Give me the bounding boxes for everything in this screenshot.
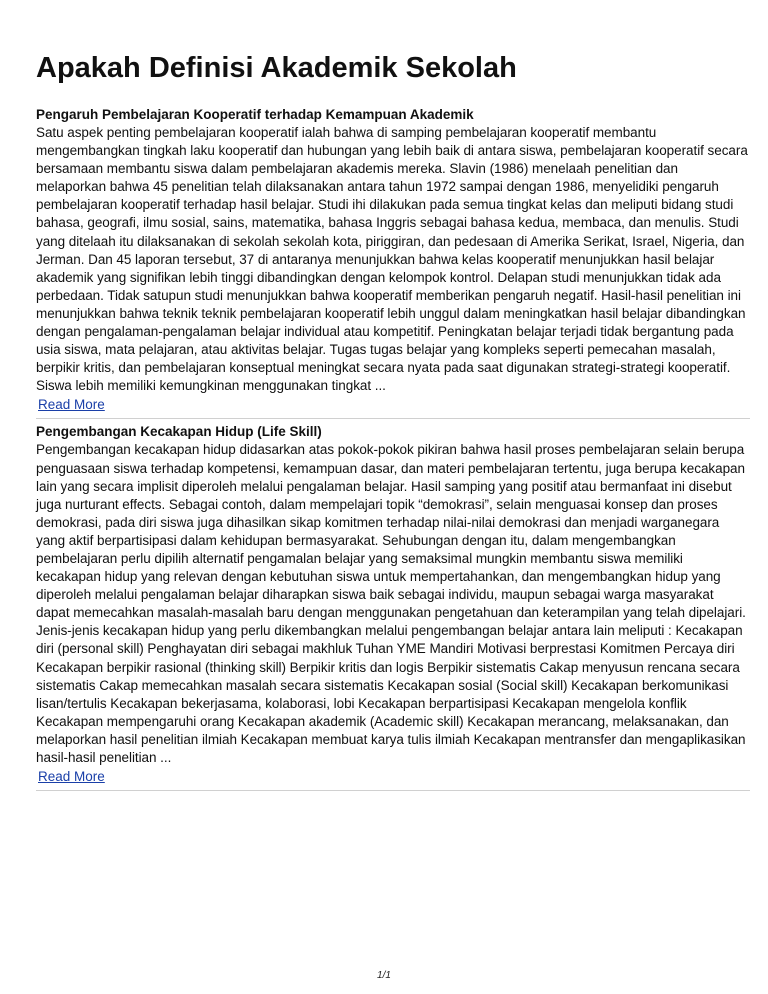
read-more-link[interactable]: Read More	[38, 397, 105, 413]
page-number: 1/1	[377, 970, 391, 981]
article-title: Pengaruh Pembelajaran Kooperatif terhadap Kemampuan Akademik	[36, 107, 474, 122]
page-title: Apakah Definisi Akademik Sekolah	[36, 52, 517, 84]
article-excerpt: Satu aspek penting pembelajaran kooperatif ialah bahwa di samping pembelajaran kooperatif membantu mengembangkan tingkah laku kooperatif dan hubungan yang lebih baik di antara siswa, pembelajaran kooperatif secara bersamaan membantu siswa dalam pembelajaran akademis mereka. Slavin (1986) menelaah penelitian dan melaporkan bahwa 45 penelitian telah dilaksanakan antara tahun 1972 sampai dengan 1986, menyelidiki pengaruh pembelajaran kooperatif terhadap hasil belajar. Studi ihi dilakukan pada semua tingkat kelas dan meliputi bidang studi bahasa, geografi, ilmu sosial, sains, matematika, bahasa Inggris sebagai bahasa kedua, membaca, dan menulis. Studi yang ditelaah itu dilaksanakan di sekolah sekolah kota, piriggiran, dan pedesaan di Amerika Serikat, Israel, Nigeria, dan Jerman. Dan 45 laporan tersebut, 37 di antaranya menunjukkan bahwa kelas kooperatif menunjukkan hasil belajar akademik yang signifikan lebih tinggi dibandingkan dengan kelompok kontrol. Delapan studi menunjukkan tidak ada perbedaan. Tidak satupun studi menunjukkan bahwa kooperatif memberikan pengaruh negatif. Hasil-hasil penelitian ini menunjukkan bahwa teknik teknik pembelajaran kooperatif lebih unggul dalam meningkatkan hasil belajar dibandingkan dengan pengalaman-pengalaman belajar individual atau kompetitif. Peningkatan belajar terjadi tidak bergantung pada usia siswa, mata pelajaran, atau aktivitas belajar. Tugas tugas belajar yang kompleks seperti pemecahan masalah, berpikir kritis, dan pembelajaran konseptual meningkat secara nyata pada saat digunakan strategi-strategi kooperatif. Siswa lebih memiliki kemungkinan menggunakan tingkat ...	[36, 125, 748, 394]
article-list	[36, 106, 750, 795]
article-title: Pengembangan Kecakapan Hidup (Life Skill)	[36, 424, 322, 440]
article-excerpt: Pengembangan kecakapan hidup didasarkan atas pokok-pokok pikiran bahwa hasil proses pembelajaran selain berupa penguasaan siswa terhadap kompetensi, kemampuan dasar, dan materi pembelajaran tertentu, juga berupa kecakapan lain yang secara implisit diperoleh melalui pengalaman belajar. Hasil samping yang positif atau bermanfaat ini disebut juga nurturant effects. Sebagai contoh, dalam mempelajari topik “demokrasi”, selain menguasai konsep dan proses demokrasi, pada diri siswa juga dihasilkan sikap komitmen terhadap nilai-nilai demokrasi dan menjadi warganegara yang aktif berpartisipasi dalam kehidupan bermasyarakat. Sehubungan dengan itu, dalam mengembangkan pembelajaran perlu dipilih alternatif pengamalan belajar yang semaksimal mungkin membantu siswa memiliki kecakapan hidup yang relevan dengan kebutuhan siswa untuk mempertahankan, dan mengembangkan hidup yang diperoleh melalui pengalaman belajar diharapkan siswa baik sebagai individu, maupun sebagai warga masyarakat dapat memecahkan masalah-masalah baru dengan menggunakan pengetahuan dan keterampilan yang telah dipelajari. Jenis-jenis kecakapan hidup yang perlu dikembangkan melalui pengembangan belajar antara lain meliputi : Kecakapan diri (personal skill) Penghayatan diri sebagai makhluk Tuhan YME Mandiri Motivasi berprestasi Komitmen Percaya diri Kecakapan berpikir rasional (thinking skill) Berpikir kritis dan logis Berpikir sistematis Cakap menyusun rencana secara sistematis Cakap memecahkan masalah secara sistematis Kecakapan sosial (Social skill) Kecakapan berkomunikasi lisan/tertulis Kecakapan bekerjasama, kolaborasi, lobi Kecakapan berpartisipasi Kecakapan mengelola konflik Kecakapan mempengaruhi orang Kecakapan akademik (Academic skill) Kecakapan merancang, melaksanakan, dan melaporkan hasil penelitian ilmiah Kecakapan membuat karya tulis ilmiah Kecakapan mentransfer dan mengaplikasikan hasil-hasil penelitian ...	[36, 442, 746, 765]
read-more-link[interactable]: Read More	[38, 769, 105, 785]
article-item	[36, 106, 750, 419]
article-item	[36, 423, 750, 791]
